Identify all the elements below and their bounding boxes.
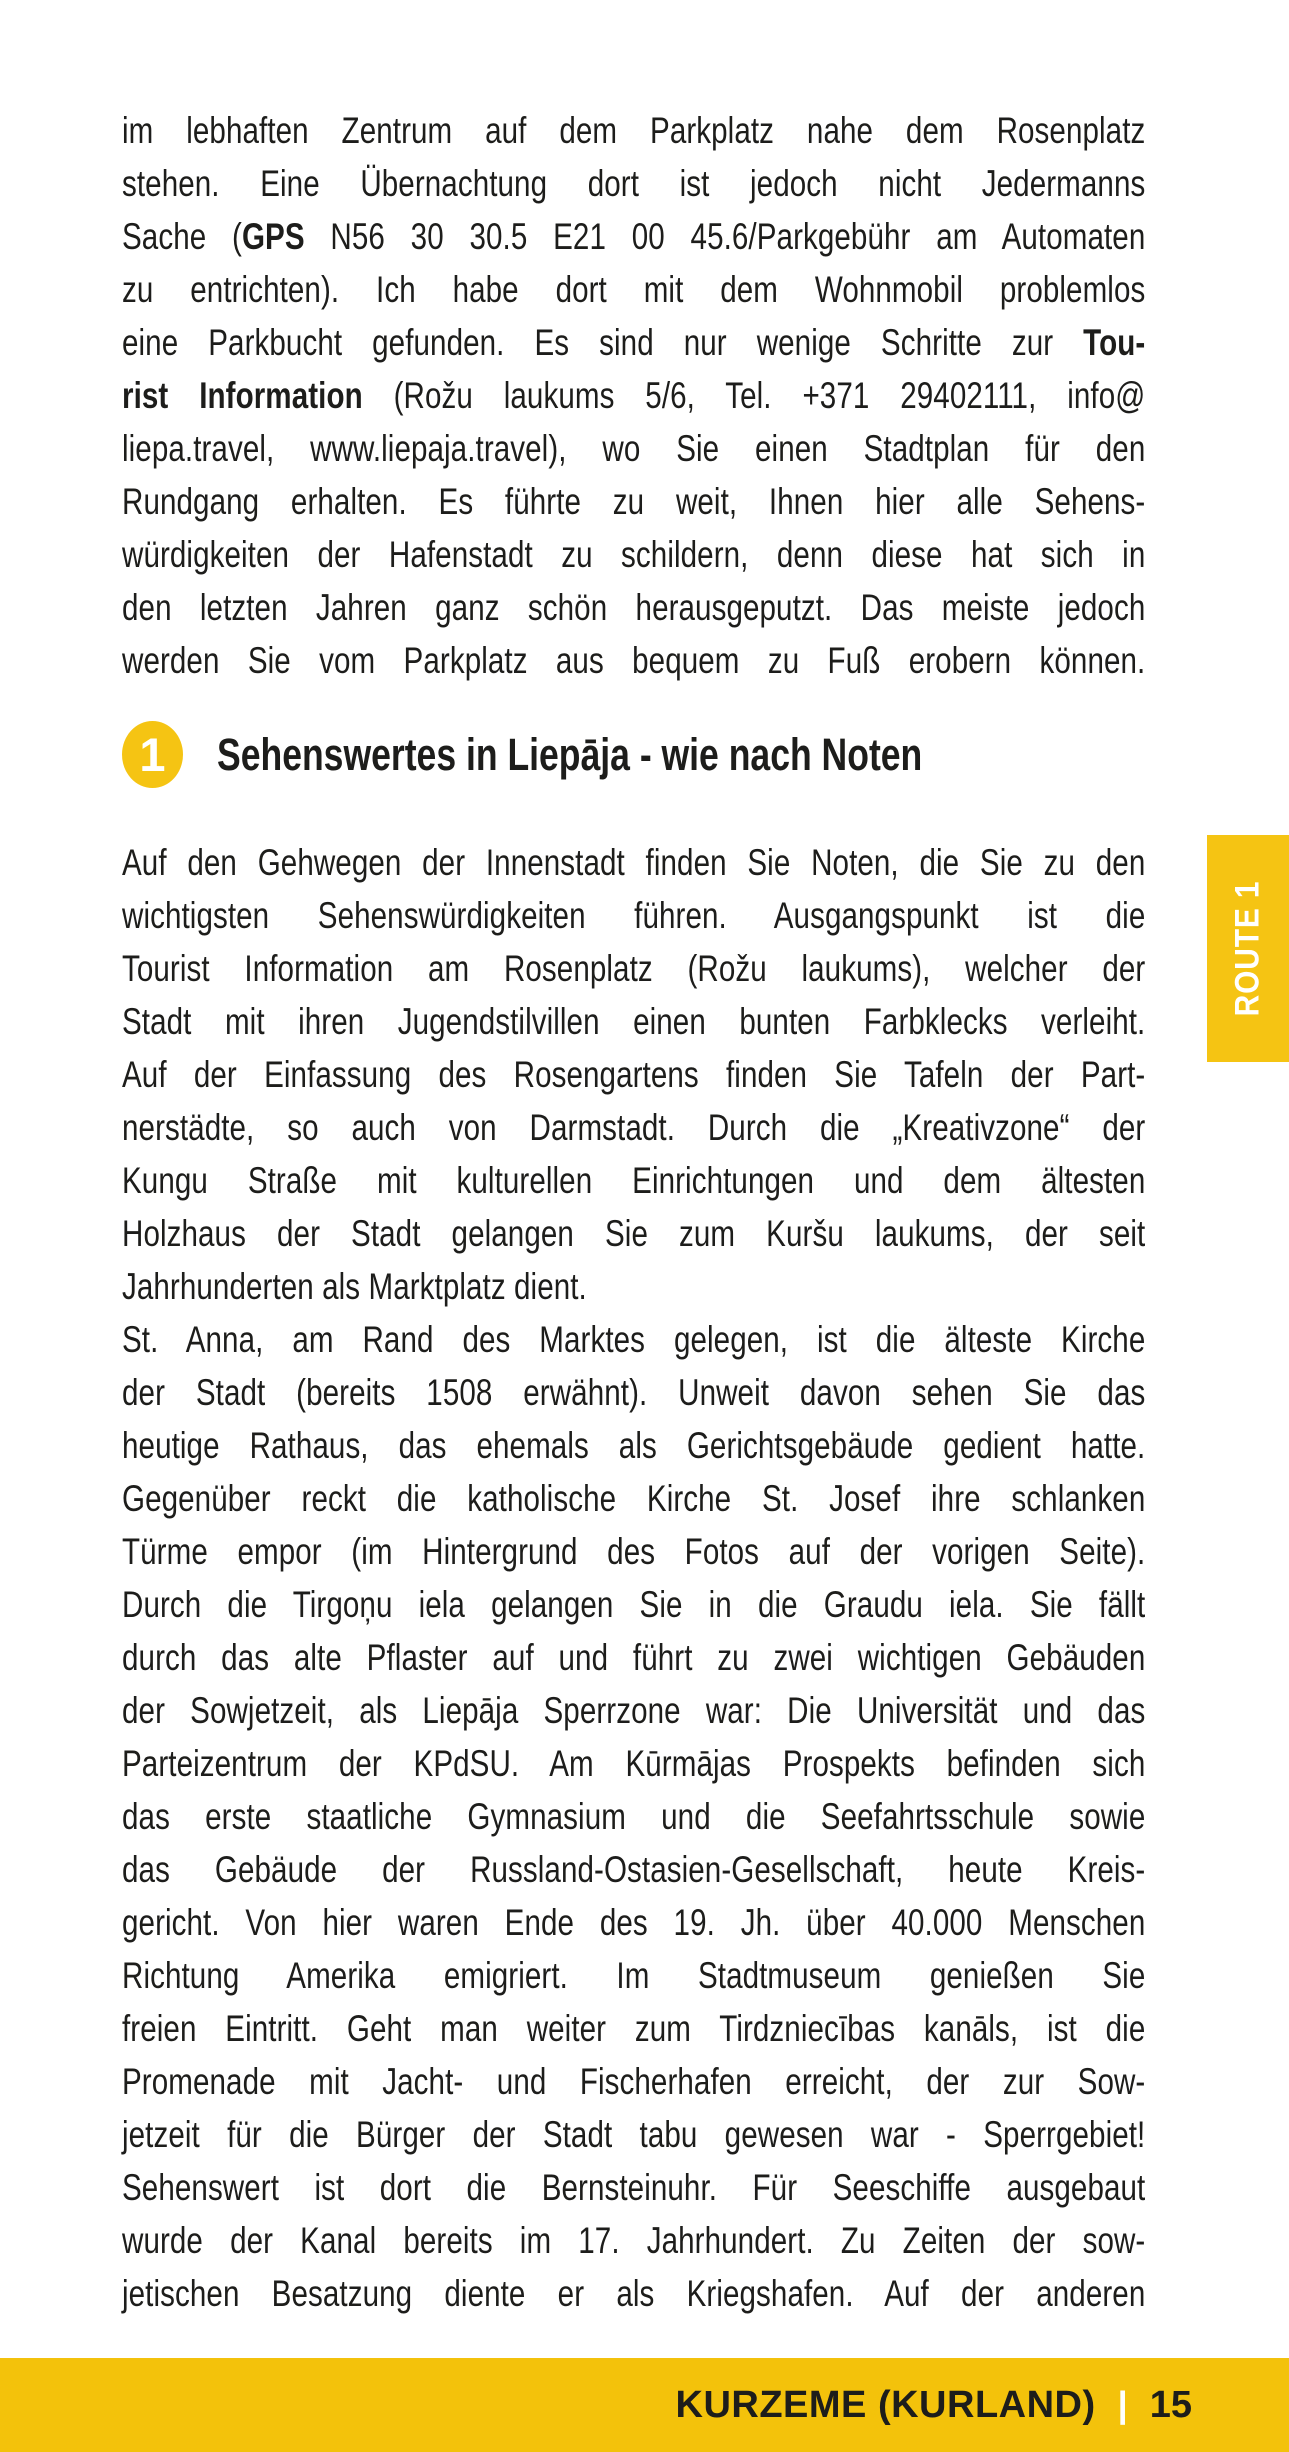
text: (Rožu laukums 5/6, Tel. +371 29402111, info@	[362, 375, 1146, 416]
text-line: Promenade mit Jacht- und Fischerhafen erreicht, der zur Sow-	[122, 2061, 1146, 2102]
text-line: Türme empor (im Hintergrund des Fotos auf der vorigen Seite).	[122, 1531, 1146, 1572]
text-line: Auf der Einfassung des Rosengartens finden Sie Tafeln der Part-	[122, 1054, 1146, 1095]
text-line: Jahrhunderten als Marktplatz dient.	[122, 1266, 587, 1307]
text-line: gericht. Von hier waren Ende des 19. Jh. über 40.000 Menschen	[122, 1902, 1146, 1943]
text-line: freien Eintritt. Geht man weiter zum Tirdzniecības kanāls, ist die	[122, 2008, 1146, 2049]
footer-page-number: 15	[1149, 2383, 1192, 2426]
text-line: Durch die Tirgoņu iela gelangen Sie in die Graudu iela. Sie fällt	[122, 1584, 1146, 1625]
text-line: würdigkeiten der Hafenstadt zu schildern, denn diese hat sich in	[122, 534, 1146, 575]
text-line: Gegenüber reckt die katholische Kirche St. Josef ihre schlanken	[122, 1478, 1146, 1519]
text-line: den letzten Jahren ganz schön herausgeputzt. Das meiste jedoch	[122, 587, 1146, 628]
text-line: St. Anna, am Rand des Marktes gelegen, ist die älteste Kirche	[122, 1319, 1146, 1360]
text-line: Stadt mit ihren Jugendstilvillen einen bunten Farbklecks verleiht.	[122, 1001, 1146, 1042]
text-line: der Stadt (bereits 1508 erwähnt). Unweit davon sehen Sie das	[122, 1372, 1146, 1413]
footer-region-label: KURZEME (KURLAND)	[675, 2383, 1096, 2426]
section-heading: Sehenswertes in Liepāja - wie nach Noten	[217, 728, 923, 780]
paragraph-sights	[122, 836, 1145, 2320]
text-line: Parteizentrum der KPdSU. Am Kūrmājas Prospekts befinden sich	[122, 1743, 1146, 1784]
route-number-badge	[122, 721, 183, 788]
text: Sache (	[122, 216, 242, 257]
text-line: im lebhaften Zentrum auf dem Parkplatz nahe dem Rosenplatz	[122, 110, 1146, 151]
text-line: Richtung Amerika emigriert. Im Stadtmuseum genießen Sie	[122, 1955, 1146, 1996]
text-line: durch das alte Pflaster auf und führt zu zwei wichtigen Gebäuden	[122, 1637, 1146, 1678]
text-line: Rundgang erhalten. Es führte zu weit, Ihnen hier alle Sehens-	[122, 481, 1146, 522]
text-line: jetischen Besatzung diente er als Kriegshafen. Auf der anderen	[122, 2273, 1146, 2314]
text-line: werden Sie vom Parkplatz aus bequem zu Fuß erobern können.	[122, 640, 1146, 681]
text-line: Auf den Gehwegen der Innenstadt finden Sie Noten, die Sie zu den	[122, 842, 1146, 883]
text-line	[122, 369, 1145, 422]
text-line: Holzhaus der Stadt gelangen Sie zum Kuršu laukums, der seit	[122, 1213, 1146, 1254]
bold-text: GPS	[241, 216, 305, 257]
text-line: das Gebäude der Russland-Ostasien-Gesellschaft, heute Kreis-	[122, 1849, 1146, 1890]
text-line	[122, 210, 1145, 263]
text-line: liepa.travel, www.liepaja.travel), wo Sie einen Stadtplan für den	[122, 428, 1146, 469]
text-line: Kungu Straße mit kulturellen Einrichtungen und dem ältesten	[122, 1160, 1146, 1201]
text-line: stehen. Eine Übernachtung dort ist jedoch nicht Jedermanns	[122, 163, 1146, 204]
text-line: jetzeit für die Bürger der Stadt tabu gewesen war - Sperrgebiet!	[122, 2114, 1146, 2155]
text-line: das erste staatliche Gymnasium und die Seefahrtsschule sowie	[122, 1796, 1146, 1837]
paragraph-parking-info	[122, 104, 1145, 687]
route-tab	[1207, 835, 1289, 1062]
text-line: wichtigsten Sehenswürdigkeiten führen. Ausgangspunkt ist die	[122, 895, 1146, 936]
route-number: 1	[139, 728, 166, 781]
route-tab-label: ROUTE 1	[1228, 880, 1267, 1017]
text-line	[122, 316, 1145, 369]
bold-text: rist Information	[122, 375, 363, 416]
footer-bar	[0, 2358, 1289, 2452]
bold-text: Tou-	[1083, 322, 1146, 363]
text-line: heutige Rathaus, das ehemals als Gerichtsgebäude gedient hatte.	[122, 1425, 1146, 1466]
text-line: nerstädte, so auch von Darmstadt. Durch die „Kreativzone“ der	[122, 1107, 1146, 1148]
text-line: Sehenswert ist dort die Bernsteinuhr. Für Seeschiffe ausgebaut	[122, 2167, 1146, 2208]
footer-separator: |	[1117, 2384, 1128, 2425]
text-line: der Sowjetzeit, als Liepāja Sperrzone war: Die Universität und das	[122, 1690, 1146, 1731]
text-line: Tourist Information am Rosenplatz (Rožu laukums), welcher der	[122, 948, 1146, 989]
text-line: wurde der Kanal bereits im 17. Jahrhundert. Zu Zeiten der sow-	[122, 2220, 1146, 2261]
text-line: zu entrichten). Ich habe dort mit dem Wohnmobil problemlos	[122, 269, 1146, 310]
text: eine Parkbucht gefunden. Es sind nur wenige Schritte zur	[122, 322, 1084, 363]
text: N56 30 30.5 E21 00 45.6/Parkgebühr am Automaten	[304, 216, 1146, 257]
